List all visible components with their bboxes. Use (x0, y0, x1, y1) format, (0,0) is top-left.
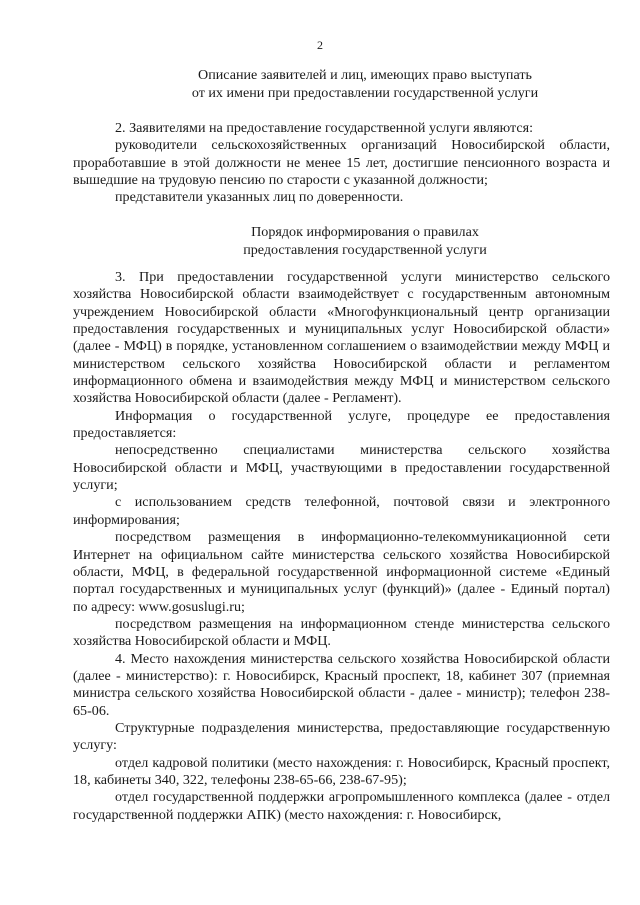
paragraph: отдел кадровой политики (место нахождения: г. Новосибирск, Красный проспект, 18, кабинеты 340, 322, телефоны 238-65-66, 238-67-95); (73, 754, 610, 788)
section-body-applicants (73, 120, 610, 207)
section-heading-informing (200, 223, 530, 259)
paragraph: посредством размещения в информационно-телекоммуникационной сети Интернет на официальном сайте министерства сельского хозяйства Новосибирской области, МФЦ, в федеральной государственной информационной системе «Единый портал государственных и муниципальных услуг (функций)» (далее - Единый портал) по адресу: www.gosuslugi.ru; (73, 529, 610, 615)
paragraph: 2. Заявителями на предоставление государственной услуги являются: (115, 120, 534, 136)
heading-line: Описание заявителей и лиц, имеющих право выступать (198, 67, 532, 83)
heading-line: от их имени при предоставлении государственной услуги (191, 85, 539, 101)
heading-line: Порядок информирования о правилах (251, 224, 479, 240)
section-body-informing (73, 269, 610, 824)
paragraph: 4. Место нахождения министерства сельского хозяйства Новосибирской области (далее - министерство): г. Новосибирск, Красный проспект, 18, кабинет 307 (приемная министра сельского хозяйства Новосибирской области - далее - министр); телефон 238-65-06. (73, 650, 610, 719)
page-number: 2 (317, 38, 323, 52)
paragraph: непосредственно специалистами министерства сельского хозяйства Новосибирской области и МФЦ, участвующими в предоставлении государственной услуги; (73, 442, 610, 494)
paragraph: с использованием средств телефонной, почтовой связи и электронного информирования; (73, 494, 610, 528)
paragraph: посредством размещения на информационном стенде министерства сельского хозяйства Новосибирской области и МФЦ. (73, 615, 610, 650)
paragraph: Информация о государственной услуге, процедуре ее предоставления предоставляется: (73, 407, 610, 442)
paragraph: Структурные подразделения министерства, предоставляющие государственную услугу: (73, 719, 610, 754)
heading-line: предоставления государственной услуги (243, 242, 487, 258)
paragraph: 3. При предоставлении государственной услуги министерство сельского хозяйства Новосибирской области взаимодействует с государственным автономным учреждением Новосибирской области «Многофункциональный центр организации предоставления государственных и муниципальных услуг Новосибирской области» (далее - МФЦ) в порядке, установленном соглашением о взаимодействии между МФЦ и министерством сельского хозяйства Новосибирской области и регламентом информационного обмена и взаимодействия между МФЦ и министерством сельского хозяйства Новосибирской области (далее - Регламент). (73, 269, 610, 407)
paragraph: отдел государственной поддержки агропромышленного комплекса (далее - отдел государственной поддержки АПК) (место нахождения: г. Новосибирск, (73, 789, 610, 823)
paragraph: представители указанных лиц по доверенности. (115, 189, 404, 206)
section-heading-applicants (170, 66, 560, 102)
paragraph: руководители сельскохозяйственных организаций Новосибирской области, проработавшие в этой должности не менее 15 лет, достигшие пенсионного возраста и вышедшие на трудовую пенсию по старости с указанной должности; (73, 137, 610, 189)
